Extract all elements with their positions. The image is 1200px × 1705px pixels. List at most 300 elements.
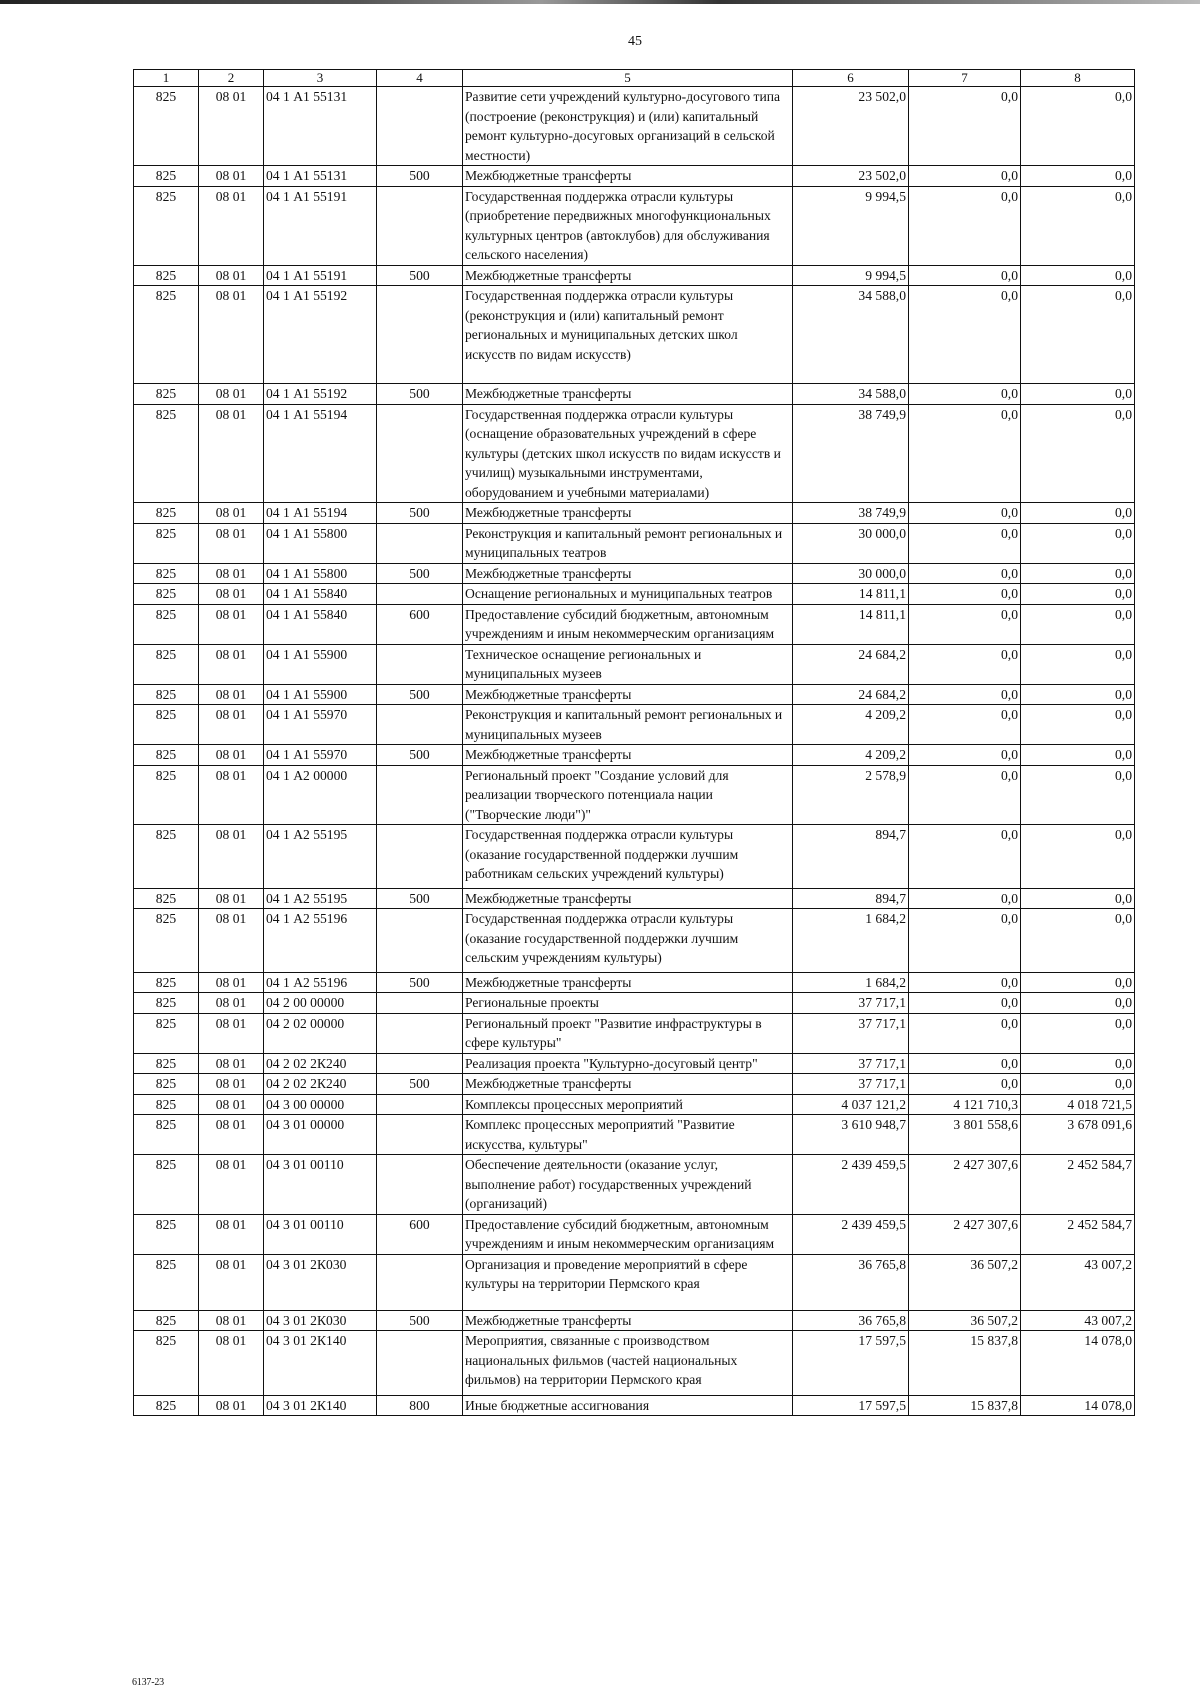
cell-admin-code: 825 — [134, 993, 199, 1014]
cell-amount-col8: 0,0 — [1021, 993, 1135, 1014]
cell-expense-type — [377, 705, 463, 745]
cell-amount-col7: 0,0 — [909, 1013, 1021, 1053]
table-row — [134, 604, 1135, 644]
cell-target-article: 04 2 02 00000 — [264, 1013, 377, 1053]
table-row — [134, 503, 1135, 524]
cell-amount-col6: 3 610 948,7 — [793, 1115, 909, 1155]
cell-amount-col7: 0,0 — [909, 404, 1021, 503]
table-row — [134, 523, 1135, 563]
cell-amount-col7: 0,0 — [909, 87, 1021, 166]
cell-amount-col8: 0,0 — [1021, 705, 1135, 745]
cell-section-code: 08 01 — [199, 684, 264, 705]
cell-target-article: 04 1 А1 55191 — [264, 186, 377, 265]
cell-admin-code: 825 — [134, 186, 199, 265]
cell-admin-code: 825 — [134, 1331, 199, 1396]
table-row — [134, 909, 1135, 973]
cell-admin-code: 825 — [134, 286, 199, 384]
cell-amount-col8: 0,0 — [1021, 888, 1135, 909]
cell-amount-col6: 17 597,5 — [793, 1331, 909, 1396]
cell-description: Государственная поддержка отрасли культуры (оснащение образовательных учреждений в сфере культуры (детских школ искусств по видам искусств и училищ) музыкальными инструментами, оборудованием и учебными материалами) — [463, 404, 793, 503]
cell-description: Государственная поддержка отрасли культуры (оказание государственной поддержки лучшим работникам сельских учреждений культуры) — [463, 825, 793, 889]
cell-amount-col7: 0,0 — [909, 584, 1021, 605]
cell-description: Иные бюджетные ассигнования — [463, 1395, 793, 1416]
cell-amount-col7: 0,0 — [909, 286, 1021, 384]
table-row — [134, 1074, 1135, 1095]
cell-description: Государственная поддержка отрасли культуры (приобретение передвижных многофункциональных культурных центров (автоклубов) для обслуживания сельского населения) — [463, 186, 793, 265]
cell-target-article: 04 1 А1 55840 — [264, 584, 377, 605]
cell-admin-code: 825 — [134, 563, 199, 584]
table-row — [134, 1013, 1135, 1053]
cell-amount-col8: 0,0 — [1021, 265, 1135, 286]
cell-amount-col6: 1 684,2 — [793, 909, 909, 973]
cell-amount-col6: 23 502,0 — [793, 87, 909, 166]
cell-expense-type — [377, 825, 463, 889]
table-row — [134, 584, 1135, 605]
table-row — [134, 705, 1135, 745]
cell-amount-col6: 4 209,2 — [793, 705, 909, 745]
cell-amount-col8: 0,0 — [1021, 745, 1135, 766]
cell-description: Комплекс процессных мероприятий "Развитие искусства, культуры" — [463, 1115, 793, 1155]
page-number: 45 — [628, 34, 642, 49]
cell-description: Оснащение региональных и муниципальных театров — [463, 584, 793, 605]
table-row — [134, 286, 1135, 384]
table-body — [134, 87, 1135, 1416]
cell-amount-col7: 4 121 710,3 — [909, 1094, 1021, 1115]
cell-amount-col7: 0,0 — [909, 909, 1021, 973]
cell-amount-col8: 14 078,0 — [1021, 1395, 1135, 1416]
cell-amount-col6: 37 717,1 — [793, 993, 909, 1014]
cell-amount-col7: 0,0 — [909, 1074, 1021, 1095]
cell-admin-code: 825 — [134, 1254, 199, 1310]
cell-description: Межбюджетные трансферты — [463, 563, 793, 584]
cell-expense-type: 500 — [377, 1310, 463, 1331]
cell-amount-col8: 2 452 584,7 — [1021, 1155, 1135, 1215]
cell-admin-code: 825 — [134, 1395, 199, 1416]
cell-admin-code: 825 — [134, 684, 199, 705]
cell-amount-col8: 0,0 — [1021, 604, 1135, 644]
cell-target-article: 04 1 А1 55194 — [264, 404, 377, 503]
cell-amount-col7: 0,0 — [909, 684, 1021, 705]
cell-expense-type: 600 — [377, 1214, 463, 1254]
cell-amount-col7: 0,0 — [909, 972, 1021, 993]
cell-amount-col7: 0,0 — [909, 745, 1021, 766]
column-header: 4 — [377, 70, 463, 87]
cell-amount-col6: 37 717,1 — [793, 1013, 909, 1053]
cell-amount-col8: 0,0 — [1021, 87, 1135, 166]
cell-expense-type: 500 — [377, 166, 463, 187]
cell-target-article: 04 1 А1 55970 — [264, 745, 377, 766]
cell-section-code: 08 01 — [199, 503, 264, 524]
cell-description: Мероприятия, связанные с производством национальных фильмов (частей национальных фильмов) на территории Пермского края — [463, 1331, 793, 1396]
cell-target-article: 04 1 А1 55900 — [264, 644, 377, 684]
cell-amount-col8: 0,0 — [1021, 404, 1135, 503]
cell-expense-type: 800 — [377, 1395, 463, 1416]
cell-admin-code: 825 — [134, 1074, 199, 1095]
cell-amount-col8: 0,0 — [1021, 1074, 1135, 1095]
table-row — [134, 888, 1135, 909]
cell-amount-col6: 9 994,5 — [793, 265, 909, 286]
table-row — [134, 384, 1135, 405]
table-row — [134, 1053, 1135, 1074]
cell-amount-col6: 2 439 459,5 — [793, 1155, 909, 1215]
cell-section-code: 08 01 — [199, 1115, 264, 1155]
table-row — [134, 1115, 1135, 1155]
cell-expense-type — [377, 993, 463, 1014]
cell-target-article: 04 3 01 00000 — [264, 1115, 377, 1155]
cell-expense-type: 500 — [377, 503, 463, 524]
table-row — [134, 563, 1135, 584]
cell-description: Государственная поддержка отрасли культуры (реконструкция и (или) капитальный ремонт региональных и муниципальных детских школ искусств по видам искусств) — [463, 286, 793, 384]
cell-expense-type: 500 — [377, 888, 463, 909]
table-row — [134, 765, 1135, 825]
cell-description: Развитие сети учреждений культурно-досугового типа (построение (реконструкция) и (или) капитальный ремонт культурно-досуговых организаций в сельской местности) — [463, 87, 793, 166]
cell-description: Комплексы процессных мероприятий — [463, 1094, 793, 1115]
cell-section-code: 08 01 — [199, 705, 264, 745]
cell-expense-type — [377, 523, 463, 563]
cell-amount-col7: 0,0 — [909, 765, 1021, 825]
cell-section-code: 08 01 — [199, 384, 264, 405]
cell-description: Техническое оснащение региональных и муниципальных музеев — [463, 644, 793, 684]
cell-amount-col7: 3 801 558,6 — [909, 1115, 1021, 1155]
cell-amount-col7: 15 837,8 — [909, 1395, 1021, 1416]
cell-amount-col7: 0,0 — [909, 604, 1021, 644]
cell-target-article: 04 1 А1 55900 — [264, 684, 377, 705]
cell-description: Реконструкция и капитальный ремонт региональных и муниципальных театров — [463, 523, 793, 563]
cell-admin-code: 825 — [134, 1115, 199, 1155]
footer-code: 6137-23 — [132, 1677, 164, 1688]
cell-target-article: 04 1 А2 00000 — [264, 765, 377, 825]
cell-amount-col6: 894,7 — [793, 825, 909, 889]
cell-target-article: 04 3 01 00110 — [264, 1214, 377, 1254]
cell-expense-type: 500 — [377, 384, 463, 405]
cell-section-code: 08 01 — [199, 604, 264, 644]
cell-section-code: 08 01 — [199, 1331, 264, 1396]
cell-expense-type — [377, 404, 463, 503]
cell-target-article: 04 2 02 2К240 — [264, 1053, 377, 1074]
cell-amount-col8: 43 007,2 — [1021, 1310, 1135, 1331]
cell-target-article: 04 1 А1 55840 — [264, 604, 377, 644]
cell-amount-col8: 0,0 — [1021, 825, 1135, 889]
cell-amount-col8: 0,0 — [1021, 563, 1135, 584]
cell-expense-type — [377, 286, 463, 384]
cell-amount-col8: 0,0 — [1021, 584, 1135, 605]
cell-description: Межбюджетные трансферты — [463, 1310, 793, 1331]
cell-amount-col7: 0,0 — [909, 825, 1021, 889]
cell-section-code: 08 01 — [199, 1013, 264, 1053]
cell-target-article: 04 1 А1 55800 — [264, 523, 377, 563]
cell-amount-col8: 0,0 — [1021, 523, 1135, 563]
cell-description: Региональный проект "Создание условий для реализации творческого потенциала нации ("Творческие люди")" — [463, 765, 793, 825]
column-header: 1 — [134, 70, 199, 87]
cell-description: Региональные проекты — [463, 993, 793, 1014]
table-row — [134, 166, 1135, 187]
cell-target-article: 04 1 А1 55970 — [264, 705, 377, 745]
cell-section-code: 08 01 — [199, 265, 264, 286]
cell-target-article: 04 3 01 00110 — [264, 1155, 377, 1215]
cell-section-code: 08 01 — [199, 1395, 264, 1416]
cell-amount-col6: 4 209,2 — [793, 745, 909, 766]
table-row — [134, 1331, 1135, 1396]
cell-expense-type — [377, 1013, 463, 1053]
cell-section-code: 08 01 — [199, 1155, 264, 1215]
cell-amount-col8: 0,0 — [1021, 1013, 1135, 1053]
cell-amount-col8: 14 078,0 — [1021, 1331, 1135, 1396]
cell-description: Предоставление субсидий бюджетным, автономным учреждениям и иным некоммерческим организациям — [463, 1214, 793, 1254]
cell-amount-col8: 0,0 — [1021, 644, 1135, 684]
cell-section-code: 08 01 — [199, 993, 264, 1014]
cell-amount-col6: 37 717,1 — [793, 1074, 909, 1095]
cell-amount-col7: 0,0 — [909, 384, 1021, 405]
table-row — [134, 404, 1135, 503]
cell-amount-col8: 0,0 — [1021, 166, 1135, 187]
cell-amount-col6: 38 749,9 — [793, 404, 909, 503]
cell-amount-col7: 0,0 — [909, 186, 1021, 265]
cell-amount-col7: 0,0 — [909, 993, 1021, 1014]
cell-admin-code: 825 — [134, 745, 199, 766]
cell-expense-type — [377, 909, 463, 973]
cell-description: Реализация проекта "Культурно-досуговый центр" — [463, 1053, 793, 1074]
cell-amount-col6: 34 588,0 — [793, 384, 909, 405]
cell-expense-type — [377, 1155, 463, 1215]
cell-expense-type — [377, 765, 463, 825]
cell-amount-col7: 0,0 — [909, 523, 1021, 563]
table-row — [134, 644, 1135, 684]
cell-description: Межбюджетные трансферты — [463, 384, 793, 405]
cell-amount-col7: 0,0 — [909, 644, 1021, 684]
cell-amount-col7: 0,0 — [909, 1053, 1021, 1074]
cell-amount-col6: 30 000,0 — [793, 523, 909, 563]
cell-expense-type: 500 — [377, 745, 463, 766]
cell-description: Межбюджетные трансферты — [463, 745, 793, 766]
cell-amount-col7: 2 427 307,6 — [909, 1155, 1021, 1215]
budget-table — [133, 69, 1135, 1416]
cell-admin-code: 825 — [134, 909, 199, 973]
cell-admin-code: 825 — [134, 1053, 199, 1074]
table-row — [134, 684, 1135, 705]
table-row — [134, 1214, 1135, 1254]
table-row — [134, 186, 1135, 265]
cell-description: Межбюджетные трансферты — [463, 684, 793, 705]
cell-amount-col8: 2 452 584,7 — [1021, 1214, 1135, 1254]
cell-description: Государственная поддержка отрасли культуры (оказание государственной поддержки лучшим сельским учреждениям культуры) — [463, 909, 793, 973]
cell-amount-col6: 1 684,2 — [793, 972, 909, 993]
cell-target-article: 04 1 А1 55800 — [264, 563, 377, 584]
cell-amount-col6: 38 749,9 — [793, 503, 909, 524]
cell-expense-type: 500 — [377, 563, 463, 584]
cell-section-code: 08 01 — [199, 1074, 264, 1095]
cell-admin-code: 825 — [134, 523, 199, 563]
table-row — [134, 993, 1135, 1014]
cell-description: Межбюджетные трансферты — [463, 888, 793, 909]
cell-section-code: 08 01 — [199, 1310, 264, 1331]
table-row — [134, 972, 1135, 993]
cell-section-code: 08 01 — [199, 1053, 264, 1074]
cell-amount-col6: 14 811,1 — [793, 584, 909, 605]
cell-expense-type — [377, 87, 463, 166]
cell-amount-col7: 0,0 — [909, 166, 1021, 187]
cell-amount-col6: 30 000,0 — [793, 563, 909, 584]
cell-amount-col8: 0,0 — [1021, 972, 1135, 993]
cell-description: Межбюджетные трансферты — [463, 265, 793, 286]
cell-description: Организация и проведение мероприятий в сфере культуры на территории Пермского края — [463, 1254, 793, 1310]
cell-expense-type — [377, 1331, 463, 1396]
cell-admin-code: 825 — [134, 1094, 199, 1115]
cell-target-article: 04 3 01 2К030 — [264, 1254, 377, 1310]
cell-amount-col6: 37 717,1 — [793, 1053, 909, 1074]
cell-expense-type: 500 — [377, 972, 463, 993]
cell-description: Реконструкция и капитальный ремонт региональных и муниципальных музеев — [463, 705, 793, 745]
cell-description: Предоставление субсидий бюджетным, автономным учреждениям и иным некоммерческим организациям — [463, 604, 793, 644]
cell-section-code: 08 01 — [199, 765, 264, 825]
cell-amount-col7: 0,0 — [909, 265, 1021, 286]
cell-admin-code: 825 — [134, 972, 199, 993]
cell-description: Обеспечение деятельности (оказание услуг, выполнение работ) государственных учреждений (организаций) — [463, 1155, 793, 1215]
table-row — [134, 1155, 1135, 1215]
cell-expense-type — [377, 1094, 463, 1115]
cell-section-code: 08 01 — [199, 404, 264, 503]
table-row — [134, 745, 1135, 766]
cell-amount-col6: 34 588,0 — [793, 286, 909, 384]
cell-amount-col8: 3 678 091,6 — [1021, 1115, 1135, 1155]
cell-amount-col8: 0,0 — [1021, 186, 1135, 265]
cell-amount-col6: 2 578,9 — [793, 765, 909, 825]
table-row — [134, 1310, 1135, 1331]
cell-section-code: 08 01 — [199, 909, 264, 973]
column-header: 2 — [199, 70, 264, 87]
cell-admin-code: 825 — [134, 1155, 199, 1215]
cell-section-code: 08 01 — [199, 888, 264, 909]
table-row — [134, 825, 1135, 889]
cell-section-code: 08 01 — [199, 87, 264, 166]
scan-edge — [0, 0, 1200, 4]
cell-amount-col7: 15 837,8 — [909, 1331, 1021, 1396]
cell-target-article: 04 3 01 2К030 — [264, 1310, 377, 1331]
column-header: 3 — [264, 70, 377, 87]
cell-target-article: 04 3 01 2К140 — [264, 1395, 377, 1416]
cell-section-code: 08 01 — [199, 745, 264, 766]
cell-admin-code: 825 — [134, 644, 199, 684]
cell-expense-type: 500 — [377, 684, 463, 705]
cell-expense-type — [377, 186, 463, 265]
cell-amount-col8: 0,0 — [1021, 684, 1135, 705]
cell-section-code: 08 01 — [199, 972, 264, 993]
cell-amount-col7: 0,0 — [909, 503, 1021, 524]
cell-admin-code: 825 — [134, 384, 199, 405]
cell-amount-col6: 36 765,8 — [793, 1310, 909, 1331]
cell-target-article: 04 1 А1 55192 — [264, 286, 377, 384]
cell-target-article: 04 1 А1 55191 — [264, 265, 377, 286]
cell-admin-code: 825 — [134, 166, 199, 187]
table-row — [134, 1395, 1135, 1416]
cell-admin-code: 825 — [134, 1214, 199, 1254]
table-row — [134, 1094, 1135, 1115]
cell-target-article: 04 3 01 2К140 — [264, 1331, 377, 1396]
cell-target-article: 04 2 00 00000 — [264, 993, 377, 1014]
cell-section-code: 08 01 — [199, 1094, 264, 1115]
cell-expense-type — [377, 644, 463, 684]
cell-expense-type — [377, 1053, 463, 1074]
table-row — [134, 1254, 1135, 1310]
cell-target-article: 04 1 А1 55131 — [264, 166, 377, 187]
cell-amount-col7: 0,0 — [909, 705, 1021, 745]
cell-target-article: 04 1 А2 55195 — [264, 888, 377, 909]
cell-target-article: 04 1 А1 55194 — [264, 503, 377, 524]
cell-section-code: 08 01 — [199, 1214, 264, 1254]
cell-target-article: 04 1 А2 55196 — [264, 972, 377, 993]
cell-expense-type: 500 — [377, 265, 463, 286]
cell-admin-code: 825 — [134, 584, 199, 605]
cell-admin-code: 825 — [134, 265, 199, 286]
cell-target-article: 04 1 А2 55196 — [264, 909, 377, 973]
column-header: 6 — [793, 70, 909, 87]
cell-section-code: 08 01 — [199, 825, 264, 889]
cell-description: Межбюджетные трансферты — [463, 1074, 793, 1095]
cell-section-code: 08 01 — [199, 644, 264, 684]
cell-amount-col6: 894,7 — [793, 888, 909, 909]
cell-amount-col8: 4 018 721,5 — [1021, 1094, 1135, 1115]
cell-amount-col8: 0,0 — [1021, 1053, 1135, 1074]
cell-target-article: 04 1 А2 55195 — [264, 825, 377, 889]
cell-admin-code: 825 — [134, 404, 199, 503]
cell-amount-col8: 0,0 — [1021, 503, 1135, 524]
cell-amount-col6: 17 597,5 — [793, 1395, 909, 1416]
cell-admin-code: 825 — [134, 1310, 199, 1331]
cell-target-article: 04 1 А1 55131 — [264, 87, 377, 166]
table-row — [134, 265, 1135, 286]
header-row — [134, 70, 1135, 87]
cell-amount-col8: 0,0 — [1021, 765, 1135, 825]
cell-amount-col7: 0,0 — [909, 888, 1021, 909]
column-header: 8 — [1021, 70, 1135, 87]
cell-section-code: 08 01 — [199, 286, 264, 384]
cell-section-code: 08 01 — [199, 166, 264, 187]
cell-target-article: 04 1 А1 55192 — [264, 384, 377, 405]
column-header: 7 — [909, 70, 1021, 87]
cell-section-code: 08 01 — [199, 563, 264, 584]
cell-amount-col8: 0,0 — [1021, 286, 1135, 384]
cell-section-code: 08 01 — [199, 1254, 264, 1310]
cell-amount-col6: 4 037 121,2 — [793, 1094, 909, 1115]
cell-section-code: 08 01 — [199, 584, 264, 605]
cell-admin-code: 825 — [134, 888, 199, 909]
cell-expense-type: 600 — [377, 604, 463, 644]
cell-target-article: 04 2 02 2К240 — [264, 1074, 377, 1095]
cell-amount-col7: 0,0 — [909, 563, 1021, 584]
cell-target-article: 04 3 00 00000 — [264, 1094, 377, 1115]
cell-description: Межбюджетные трансферты — [463, 972, 793, 993]
cell-amount-col6: 36 765,8 — [793, 1254, 909, 1310]
cell-admin-code: 825 — [134, 503, 199, 524]
cell-amount-col8: 0,0 — [1021, 909, 1135, 973]
cell-amount-col6: 14 811,1 — [793, 604, 909, 644]
cell-amount-col7: 2 427 307,6 — [909, 1214, 1021, 1254]
cell-description: Региональный проект "Развитие инфраструктуры в сфере культуры" — [463, 1013, 793, 1053]
cell-expense-type — [377, 584, 463, 605]
cell-expense-type — [377, 1254, 463, 1310]
cell-section-code: 08 01 — [199, 186, 264, 265]
cell-section-code: 08 01 — [199, 523, 264, 563]
cell-admin-code: 825 — [134, 705, 199, 745]
cell-admin-code: 825 — [134, 765, 199, 825]
cell-amount-col8: 0,0 — [1021, 384, 1135, 405]
cell-expense-type: 500 — [377, 1074, 463, 1095]
table-row — [134, 87, 1135, 166]
column-header: 5 — [463, 70, 793, 87]
cell-amount-col7: 36 507,2 — [909, 1310, 1021, 1331]
cell-amount-col6: 24 684,2 — [793, 644, 909, 684]
cell-admin-code: 825 — [134, 87, 199, 166]
cell-amount-col7: 36 507,2 — [909, 1254, 1021, 1310]
